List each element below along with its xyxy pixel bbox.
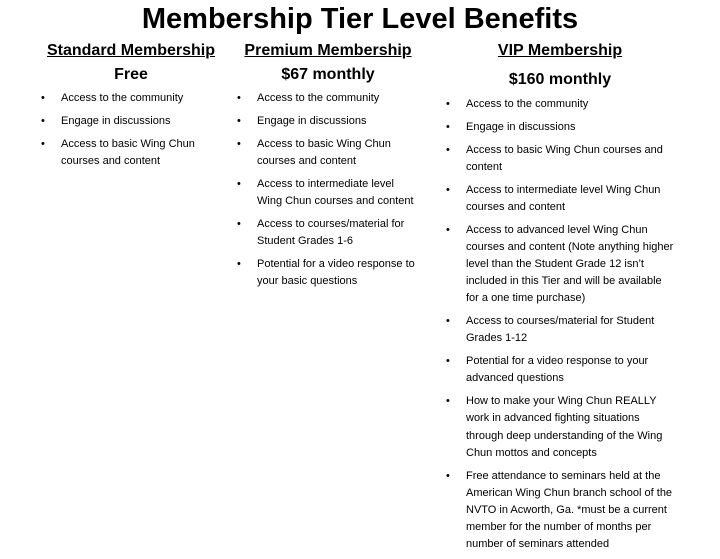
bullet-icon: • — [446, 469, 450, 482]
benefit-text: Access to basic Wing Chun courses and content — [257, 137, 391, 167]
benefit-item — [446, 182, 676, 216]
tier-name: VIP Membership — [497, 42, 623, 59]
bullet-icon: • — [41, 137, 45, 150]
benefit-text: Free attendance to seminars held at the American Wing Chun branch school of the NVTO in Acworth, Ga. *must be a current member for the number of months per number of seminars attended — [466, 469, 673, 551]
tier-column-premium — [230, 41, 426, 296]
benefit-text: Access to basic Wing Chun courses and content — [61, 137, 195, 167]
bullet-icon: • — [237, 114, 241, 127]
benefit-text: Engage in discussions — [61, 114, 171, 127]
benefit-list — [446, 96, 676, 554]
bullet-icon: • — [237, 177, 241, 190]
tier-name: Standard Membership — [46, 42, 216, 59]
bullet-icon: • — [41, 114, 45, 127]
benefit-text: Potential for a video response to your advanced questions — [466, 355, 649, 385]
benefit-item — [446, 313, 676, 347]
benefit-item — [237, 90, 422, 107]
benefit-text: Access to basic Wing Chun courses and content — [466, 143, 663, 173]
benefit-item — [237, 113, 422, 130]
page-title: Membership Tier Level Benefits — [141, 3, 579, 35]
benefit-item — [446, 468, 676, 554]
bullet-icon: • — [237, 137, 241, 150]
benefit-item — [41, 90, 196, 107]
benefit-list — [41, 90, 196, 170]
tier-column-vip — [446, 41, 674, 559]
benefit-text: Engage in discussions — [257, 114, 367, 127]
bullet-icon: • — [446, 98, 450, 110]
bullet-icon: • — [446, 143, 450, 156]
bullet-icon: • — [237, 257, 241, 270]
tier-name: Premium Membership — [244, 42, 412, 59]
bullet-icon: • — [446, 355, 450, 368]
benefit-text: Access to advanced level Wing Chun courses and content (Note anything higher level than the Student Grade 12 isn’t included in this Tier and will be available for a one time purchase) — [466, 223, 674, 305]
bullet-icon: • — [237, 92, 241, 104]
benefit-text: Access to the community — [466, 98, 589, 110]
bullet-icon: • — [446, 315, 450, 328]
benefit-text: Access to the community — [257, 92, 380, 104]
benefit-item — [446, 96, 676, 113]
tier-price: $160 monthly — [508, 71, 612, 88]
benefit-text: Access to intermediate level Wing Chun courses and content — [466, 183, 661, 213]
benefit-item — [446, 353, 676, 387]
bullet-icon: • — [446, 395, 450, 408]
benefit-item — [446, 393, 676, 462]
benefit-item — [41, 136, 196, 170]
benefit-text: Access to courses/material for Student Grades 1-6 — [257, 217, 405, 247]
tier-price: $67 monthly — [281, 66, 375, 83]
benefit-item — [446, 142, 676, 176]
benefit-text: Access to courses/material for Student Grades 1-12 — [466, 315, 655, 345]
benefit-text: How to make your Wing Chun REALLY work in advanced fighting situations through deep understanding of the Wing Chun mottos and concepts — [466, 395, 663, 459]
benefit-item — [41, 113, 196, 130]
benefit-item — [446, 119, 676, 136]
benefit-item — [237, 176, 422, 210]
bullet-icon: • — [446, 183, 450, 196]
tier-column-standard — [34, 41, 228, 176]
benefit-item — [237, 216, 422, 250]
benefit-list — [237, 90, 422, 290]
benefit-item — [446, 222, 676, 308]
benefit-item — [237, 256, 422, 290]
tier-price: Free — [114, 66, 148, 83]
benefit-text: Access to the community — [61, 92, 184, 104]
benefit-item — [237, 136, 422, 170]
bullet-icon: • — [446, 223, 450, 236]
bullet-icon: • — [237, 217, 241, 230]
bullet-icon: • — [41, 92, 45, 104]
benefit-text: Access to intermediate level Wing Chun courses and content — [257, 177, 414, 207]
benefit-text: Engage in discussions — [466, 120, 576, 133]
benefit-text: Potential for a video response to your basic questions — [257, 257, 415, 287]
bullet-icon: • — [446, 120, 450, 133]
